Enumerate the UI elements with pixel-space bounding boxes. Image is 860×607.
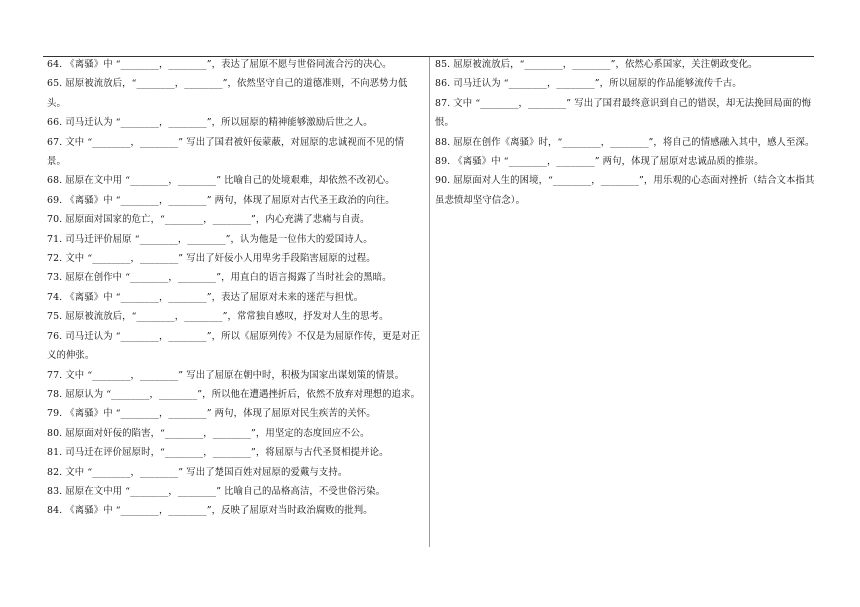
question-64: 64. 《离骚》中 “________，________”，表达了屈原不愿与世俗同流合污的决心。 bbox=[47, 59, 392, 70]
question-80: 80. 屈原面对奸佞的陷害，“________，________”，用坚定的态度回应不公。 bbox=[47, 427, 370, 439]
question-column-left bbox=[47, 55, 423, 521]
question-86: 86. 司马迁认为 “________，________”，所以屈原的作品能够流传千古。 bbox=[435, 78, 742, 90]
question-73: 73. 屈原在创作中 “________，________”，用直白的语言揭露了当时社会的黑暗。 bbox=[47, 272, 392, 284]
question-69: 69. 《离骚》中 “________，________” 两句，体现了屈原对古代圣王政治的向往。 bbox=[47, 194, 395, 206]
question-68: 68. 屈原在文中用 “________，________” 比喻自己的处境艰难，却依然不改初心。 bbox=[47, 175, 395, 187]
question-90: 90. 屈原面对人生的困境，“________，________”，用乐观的心态面对挫折（结合文本指其虽悲愤却坚守信念）。 bbox=[435, 175, 815, 206]
question-66: 66. 司马迁认为 “________，________”，所以屈原的精神能够激励后世之人。 bbox=[47, 117, 373, 129]
question-71: 71. 司马迁评价屈原 “________，________”，认为他是一位伟大的爱国诗人。 bbox=[47, 233, 373, 245]
question-88: 88. 屈原在创作《离骚》时，“________，________”，将自己的情感融入其中，感人至深。 bbox=[435, 136, 815, 148]
question-72: 72. 文中 “________，________” 写出了奸佞小人用卑劣手段陷害屈原的过程。 bbox=[47, 253, 376, 265]
question-65: 65. 屈原被流放后，“________，________”，依然坚守自己的道德准则，不向恶势力低头。 bbox=[47, 78, 408, 109]
question-78: 78. 屈原认为 “________，________”，所以他在遭遇挫折后，依然不放弃对理想的追求。 bbox=[47, 388, 421, 400]
question-74: 74. 《离骚》中 “________，________”，表达了屈原对未来的迷茫与担忧。 bbox=[47, 291, 364, 303]
question-76: 76. 司马迁认为 “________，________”，所以《屈原列传》不仅是为屈原作传，更是对正义的伸张。 bbox=[47, 330, 421, 362]
question-83: 83. 屈原在文中用 “________，________” 比喻自己的品格高洁，不受世俗污染。 bbox=[47, 485, 386, 497]
question-84: 84. 《离骚》中 “________，________”，反映了屈原对当时政治腐败的批判。 bbox=[47, 505, 373, 517]
question-85: 85. 屈原被流放后，“________，________”，依然心系国家，关注朝政变化。 bbox=[435, 59, 758, 70]
question-67: 67. 文中 “________，________” 写出了国君被奸佞蒙蔽，对屈原的忠诚视而不见的情景。 bbox=[47, 136, 405, 168]
question-70: 70. 屈原面对国家的危亡，“________，________”，内心充满了悲痛与自责。 bbox=[47, 214, 370, 226]
question-81: 81. 司马迁在评价屈原时，“________，________”，将屈原与古代圣贤相提并论。 bbox=[47, 447, 389, 459]
question-89: 89. 《离骚》中 “________，________” 两句，体现了屈原对忠诚品质的推崇。 bbox=[435, 156, 764, 168]
question-82: 82. 文中 “________，________” 写出了楚国百姓对屈原的爱戴与支持。 bbox=[47, 466, 348, 478]
question-column-right bbox=[435, 55, 815, 210]
question-75: 75. 屈原被流放后，“________，________”，常常独自感叹，抒发对人生的思考。 bbox=[47, 311, 389, 323]
question-79: 79. 《离骚》中 “________，________” 两句，体现了屈原对民生疾苦的关怀。 bbox=[47, 408, 376, 420]
question-87: 87. 文中 “________，________” 写出了国君最终意识到自己的错误，却无法挽回局面的悔恨。 bbox=[435, 97, 812, 129]
column-divider bbox=[429, 57, 430, 547]
question-77: 77. 文中 “________，________” 写出了屈原在朝中时，积极为国家出谋划策的情景。 bbox=[47, 369, 405, 381]
